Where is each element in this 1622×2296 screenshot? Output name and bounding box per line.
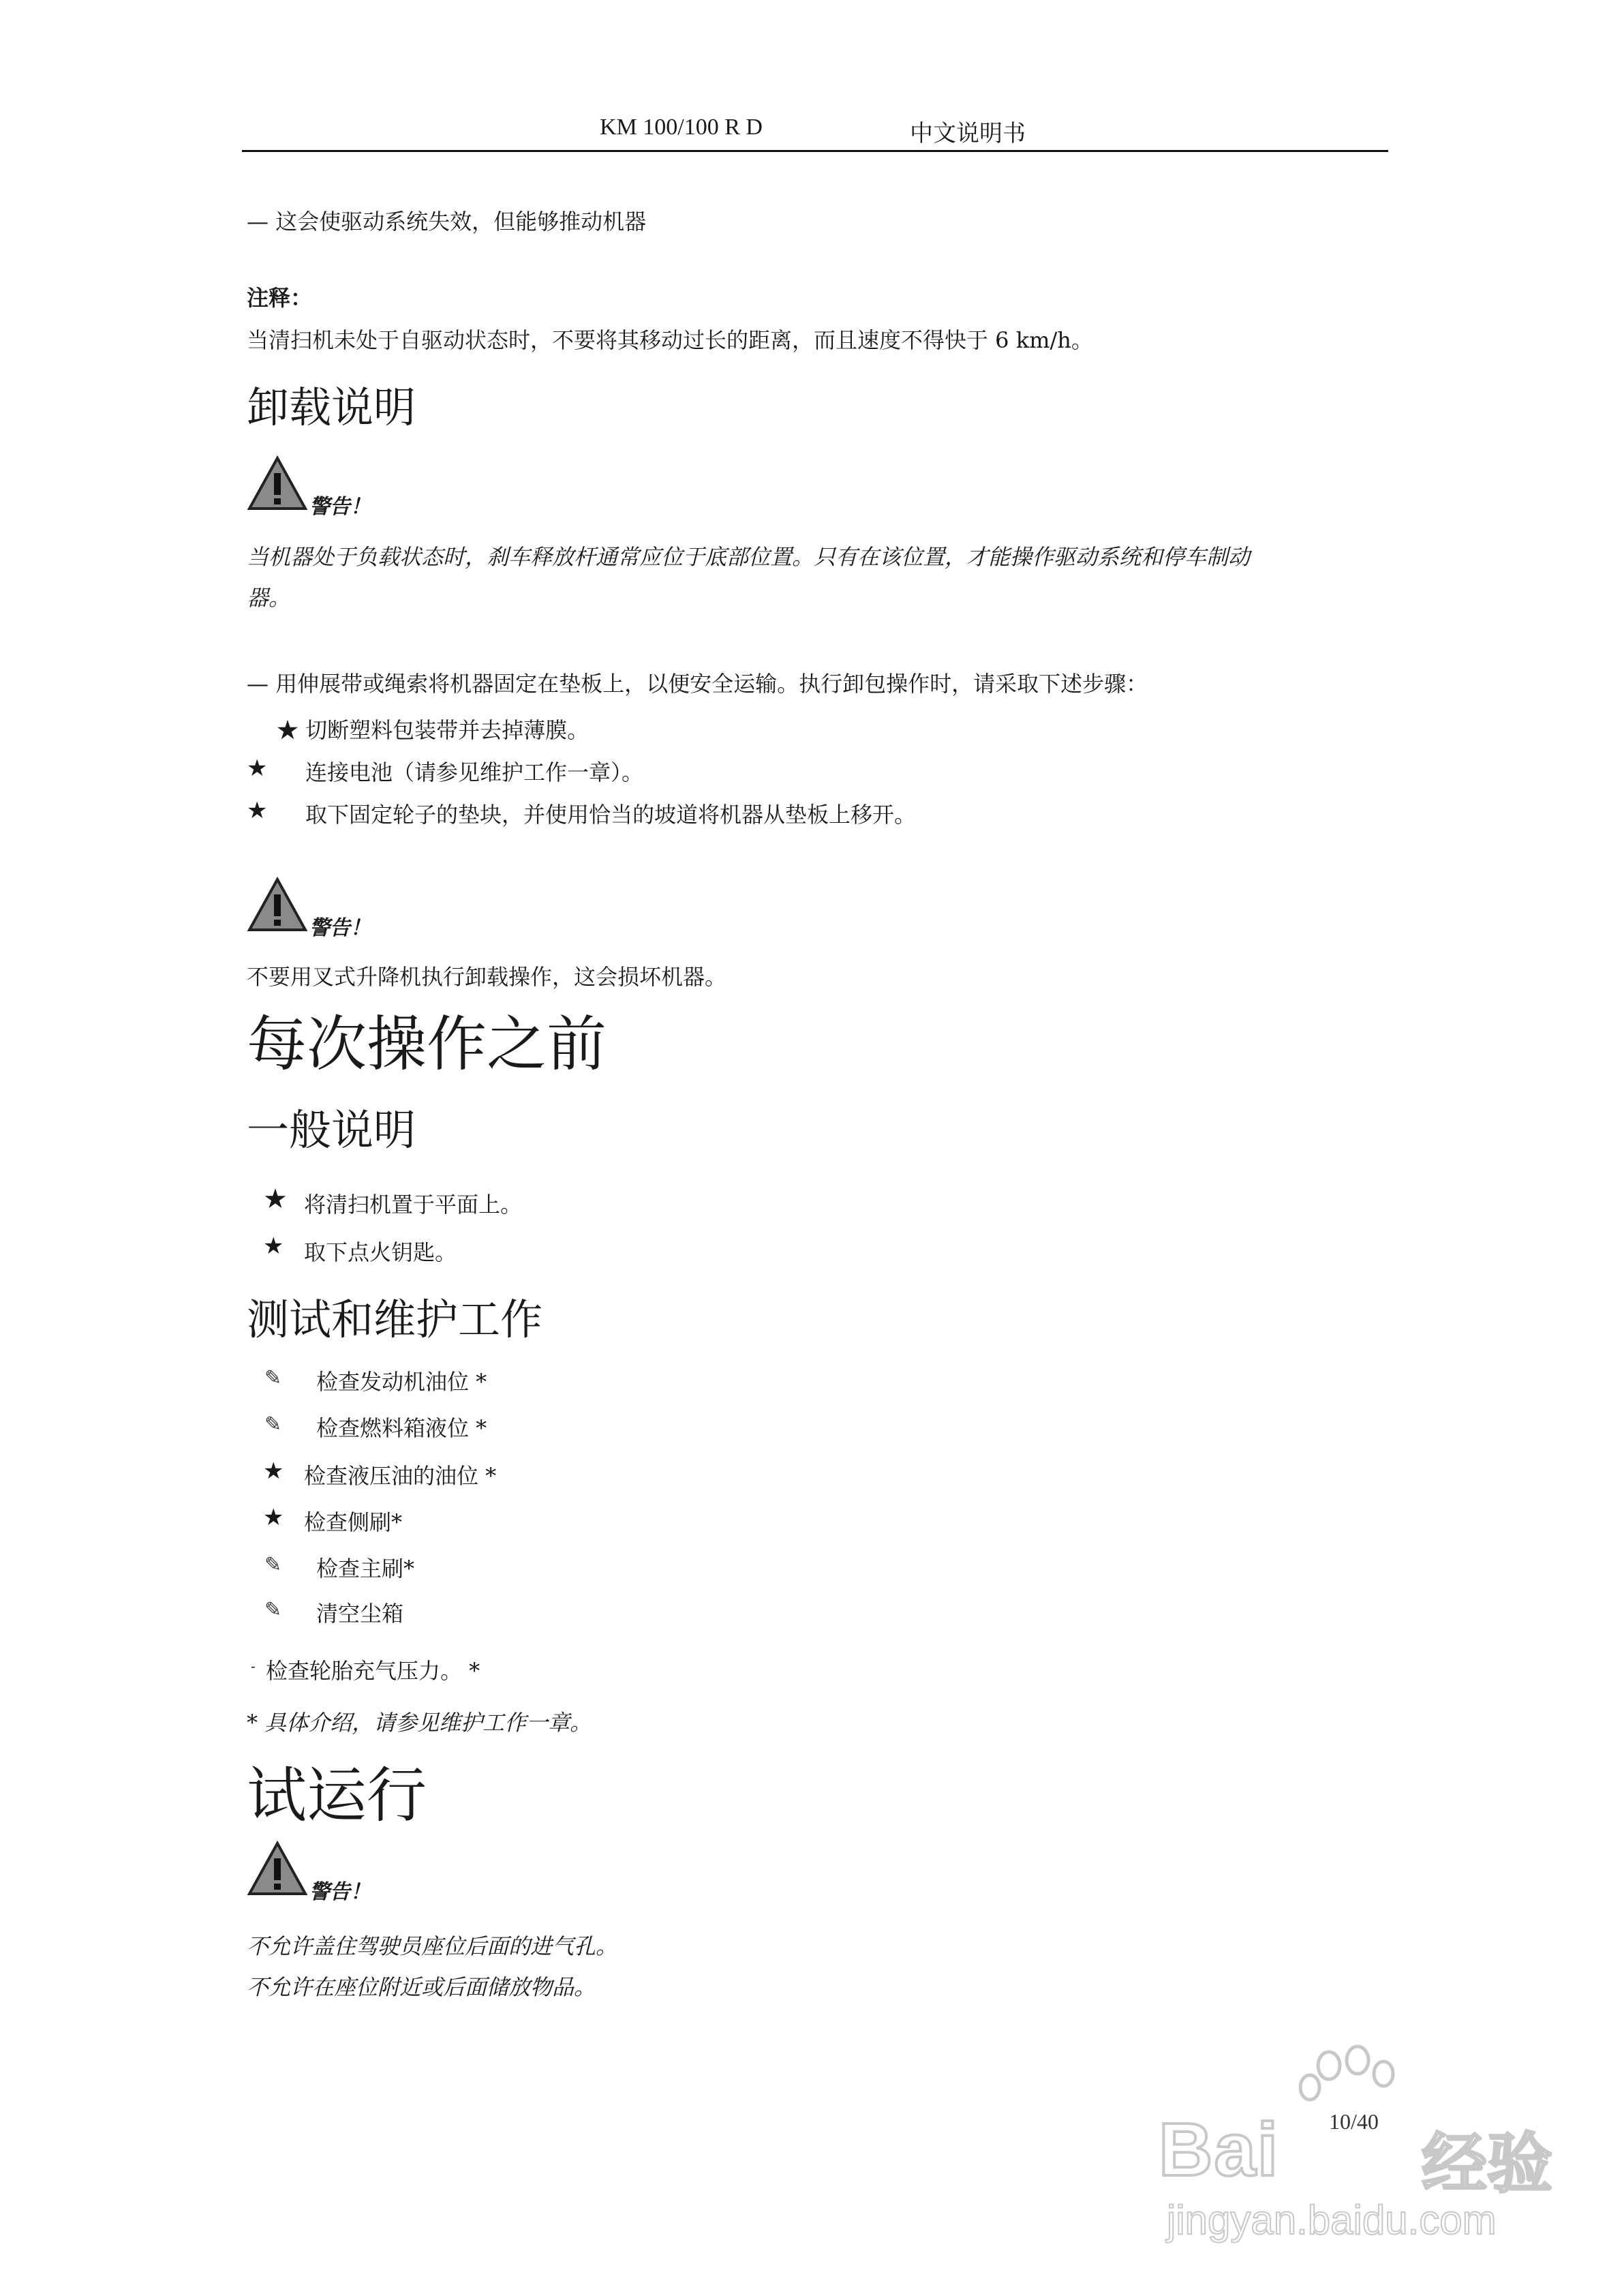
tire-item: 检查轮胎充气压力。 * bbox=[266, 1658, 480, 1684]
header-doc-title: 中文说明书 bbox=[910, 120, 1026, 147]
unload-step-1: ★ 切断塑料包装带并去掉薄膜。 bbox=[277, 717, 590, 743]
general-item-1: 将清扫机置于平面上。 bbox=[304, 1192, 523, 1218]
warning-text-line2: 器。 bbox=[247, 585, 291, 611]
dash-line: — 这会使驱动系统失效，但能够推动机器 bbox=[247, 209, 647, 235]
pencil-bullet-icon: ✎ bbox=[264, 1598, 282, 1622]
trial-warning-line1: 不允许盖住驾驶员座位后面的进气孔。 bbox=[247, 1933, 618, 1959]
warning-label: 警告！ bbox=[309, 1880, 371, 1904]
test-item-3: 检查液压油的油位 * bbox=[304, 1463, 497, 1489]
warning-label: 警告！ bbox=[309, 495, 371, 519]
test-item-6: 清空尘箱 bbox=[316, 1601, 404, 1627]
star-bullet-icon: ★ bbox=[263, 1504, 284, 1531]
page-number: 10/40 bbox=[1329, 2109, 1379, 2134]
warning-text: 不要用叉式升降机执行卸载操作，这会损坏机器。 bbox=[247, 964, 727, 990]
warning-text-line1: 当机器处于负载状态时，刹车释放杆通常应位于底部位置。只有在该位置，才能操作驱动系统和停车制动 bbox=[247, 544, 1251, 570]
unload-step-2: 连接电池（请参见维护工作一章）。 bbox=[305, 759, 644, 785]
test-item-5: 检查主刷* bbox=[316, 1556, 415, 1582]
star-bullet-icon: ★ bbox=[263, 1457, 284, 1485]
warning-icon bbox=[247, 1841, 308, 1899]
pencil-bullet-icon: ✎ bbox=[264, 1413, 282, 1436]
header-divider bbox=[242, 150, 1388, 152]
test-heading: 测试和维护工作 bbox=[247, 1295, 543, 1344]
star-bullet-icon: ★ bbox=[263, 1183, 288, 1215]
warning-label: 警告！ bbox=[309, 916, 371, 940]
note-label: 注释： bbox=[247, 285, 313, 311]
baidu-logo-text: Bai bbox=[1159, 2108, 1280, 2192]
test-item-2: 检查燃料箱液位 * bbox=[316, 1415, 487, 1441]
note-text: 当清扫机未处于自驱动状态时，不要将其移动过长的距离，而且速度不得快于 6 km/h。 bbox=[247, 327, 1093, 353]
test-item-1: 检查发动机油位 * bbox=[316, 1369, 487, 1395]
warning-icon bbox=[247, 877, 308, 935]
unload-step-3: 取下固定轮子的垫块，并使用恰当的坡道将机器从垫板上移开。 bbox=[305, 802, 917, 828]
star-bullet-icon: ★ bbox=[247, 755, 268, 782]
baidu-url: jingyan.baidu.com bbox=[1167, 2197, 1497, 2243]
general-item-2: 取下点火钥匙。 bbox=[304, 1239, 457, 1265]
header-model: KM 100/100 R D bbox=[600, 115, 763, 140]
footnote: * 具体介绍，请参见维护工作一章。 bbox=[247, 1710, 592, 1736]
before-op-heading: 每次操作之前 bbox=[247, 1009, 607, 1079]
pencil-bullet-icon: ✎ bbox=[264, 1553, 282, 1577]
pencil-bullet-icon: ✎ bbox=[264, 1366, 282, 1390]
baidu-logo-suffix: 经验 bbox=[1422, 2126, 1552, 2202]
trial-heading: 试运行 bbox=[247, 1760, 427, 1830]
unload-heading: 卸载说明 bbox=[247, 382, 416, 432]
trial-warning-line2: 不允许在座位附近或后面储放物品。 bbox=[247, 1974, 596, 2000]
general-heading: 一般说明 bbox=[247, 1105, 416, 1155]
test-item-4: 检查侧刷* bbox=[304, 1509, 403, 1535]
warning-icon bbox=[247, 455, 308, 514]
baidu-paw-icon bbox=[1281, 2038, 1418, 2123]
star-bullet-icon: ★ bbox=[247, 797, 268, 824]
unload-step-intro: — 用伸展带或绳索将机器固定在垫板上，以便安全运输。执行卸包操作时，请采取下述步骤： bbox=[247, 671, 1148, 697]
dash-bullet-icon: - bbox=[251, 1658, 256, 1674]
star-bullet-icon: ★ bbox=[263, 1233, 284, 1260]
